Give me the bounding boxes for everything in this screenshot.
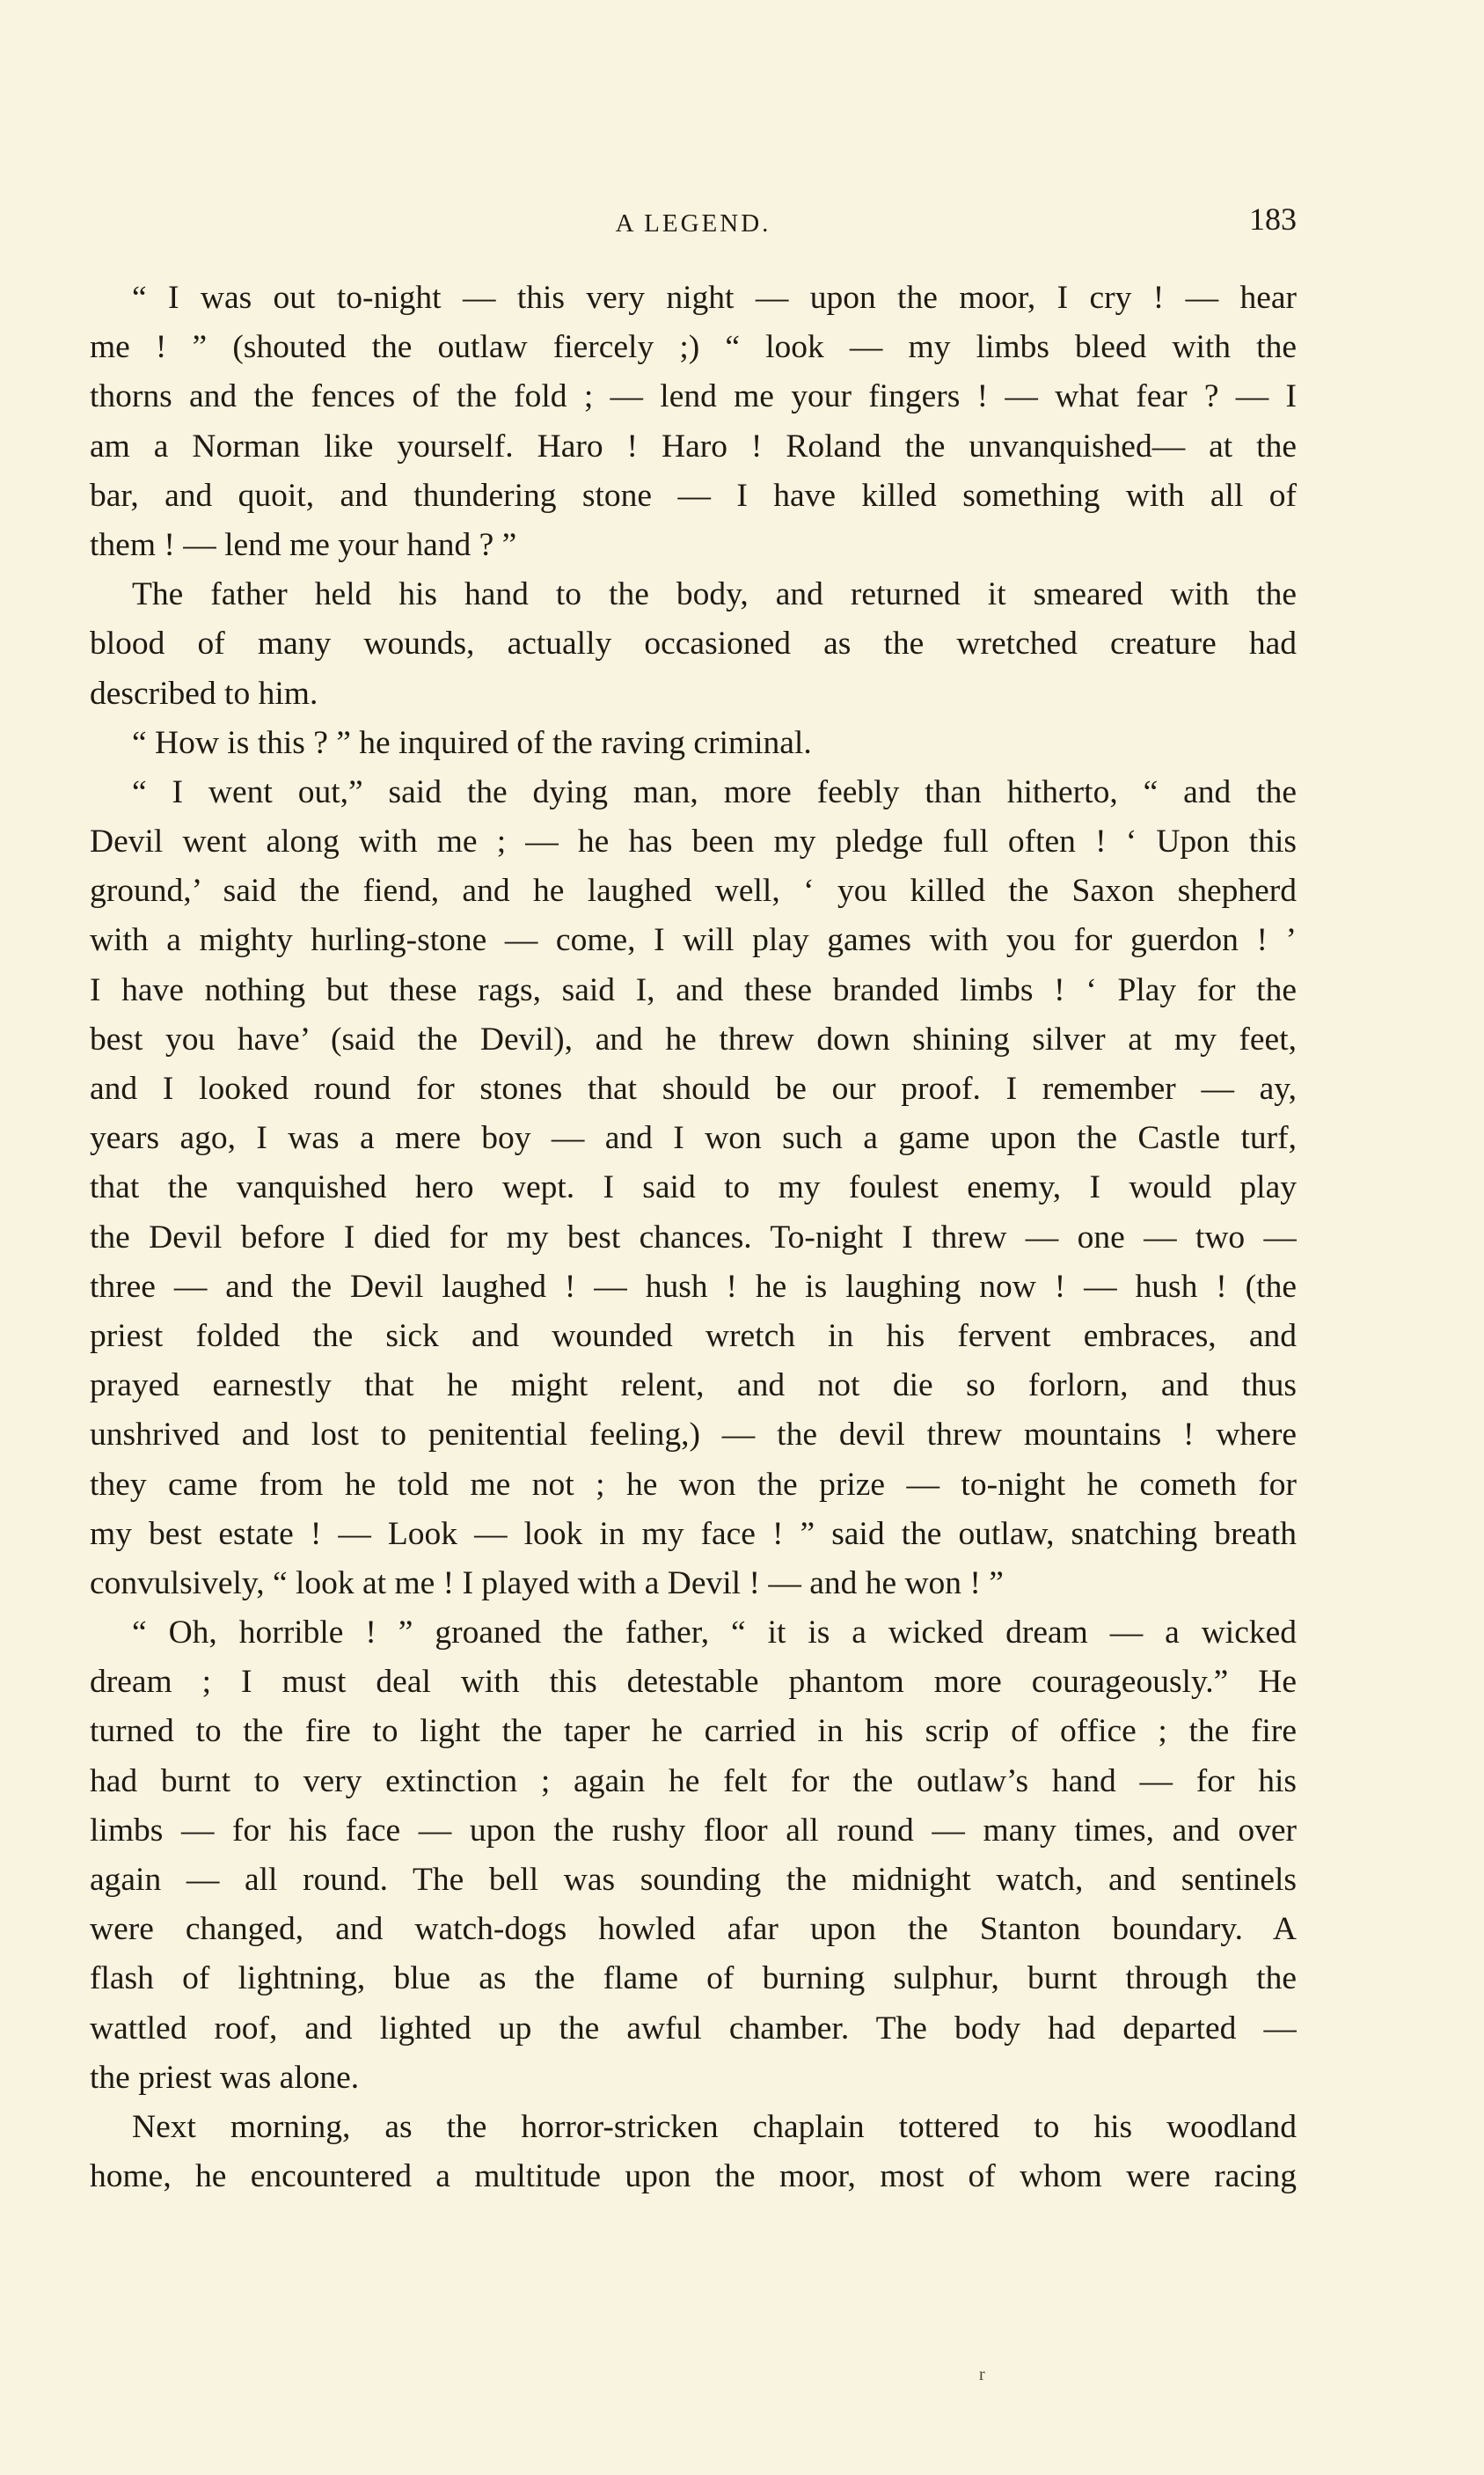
text-line: thorns and the fences of the fold ; — lend me your fingers ! — what fear ? — I [90, 378, 1297, 415]
text-line: convulsively, “ look at me ! I played with a Devil ! — and he won ! ” [90, 1564, 1004, 1601]
text-line: and I looked round for stones that should be our proof. I remember — ay, [90, 1071, 1297, 1107]
text-line: that the vanquished hero wept. I said to my foulest enemy, I would play [90, 1169, 1297, 1206]
text-line: had burnt to very extinction ; again he felt for the outlaw’s hand — for his [90, 1762, 1297, 1799]
text-line: limbs — for his face — upon the rushy floor all round — many times, and over [90, 1812, 1297, 1849]
text-line: again — all round. The bell was sounding the midnight watch, and sentinels [90, 1862, 1297, 1898]
text-line: them ! — lend me your hand ? ” [90, 526, 517, 563]
text-line: wattled roof, and lighted up the awful chamber. The body had departed — [90, 2010, 1297, 2047]
text-line: “ Oh, horrible ! ” groaned the father, “ it is a wicked dream — a wicked [132, 1615, 1297, 1651]
text-line: the priest was alone. [90, 2059, 360, 2096]
text-line: described to him. [90, 675, 318, 712]
text-line: with a mighty hurling-stone — come, I will play games with you for guerdon ! ’ [90, 922, 1297, 959]
text-line: me ! ” (shouted the outlaw fiercely ;) “ look — my limbs bleed with the [90, 329, 1297, 366]
text-line: “ I went out,” said the dying man, more feebly than hitherto, “ and the [132, 773, 1297, 810]
text-line: Devil went along with me ; — he has been my pledge full often ! ‘ Upon this [90, 824, 1297, 860]
text-line: three — and the Devil laughed ! — hush ! he is laughing now ! — hush ! (the [90, 1268, 1297, 1305]
text-line: unshrived and lost to penitential feeling,) — the devil threw mountains ! where [90, 1417, 1297, 1454]
text-line: home, he encountered a multitude upon the moor, most of whom were racing [90, 2158, 1297, 2195]
body-text [90, 274, 1297, 2201]
text-line: bar, and quoit, and thundering stone — I have killed something with all of [90, 477, 1297, 514]
text-line: Next morning, as the horror-stricken chaplain tottered to his woodland [132, 2108, 1297, 2145]
text-line: ground,’ said the fiend, and he laughed well, ‘ you killed the Saxon shepherd [90, 873, 1297, 910]
text-line: “ I was out to-night — this very night — upon the moor, I cry ! — hear [132, 280, 1297, 316]
text-line: turned to the fire to light the taper he carried in his scrip of office ; the fire [90, 1713, 1297, 1750]
text-line: the Devil before I died for my best chances. To-night I threw — one — two — [90, 1219, 1297, 1256]
text-line: years ago, I was a mere boy — and I won such a game upon the Castle turf, [90, 1120, 1297, 1157]
page-header [90, 201, 1297, 252]
text-line: prayed earnestly that he might relent, and not die so forlorn, and thus [90, 1367, 1297, 1404]
page-number: 183 [1249, 201, 1297, 237]
text-line: priest folded the sick and wounded wretch in his fervent embraces, and [90, 1317, 1297, 1354]
text-line: were changed, and watch-dogs howled afar upon the Stanton boundary. A [90, 1911, 1297, 1948]
text-line: I have nothing but these rags, said I, and these branded limbs ! ‘ Play for the [90, 971, 1297, 1008]
text-line: blood of many wounds, actually occasioned as the wretched creature had [90, 626, 1297, 663]
text-line: they came from he told me not ; he won the prize — to-night he cometh for [90, 1466, 1297, 1503]
printer-mark: r [979, 2365, 985, 2384]
text-line: “ How is this ? ” he inquired of the raving criminal. [132, 724, 812, 761]
text-line: The father held his hand to the body, and returned it smeared with the [132, 576, 1297, 613]
text-line: my best estate ! — Look — look in my face ! ” said the outlaw, snatching breath [90, 1515, 1297, 1552]
running-head: A LEGEND. [615, 209, 771, 238]
text-line: am a Norman like yourself. Haro ! Haro ! Roland the unvanquished— at the [90, 428, 1297, 465]
text-line: dream ; I must deal with this detestable phantom more courageously.” He [90, 1664, 1297, 1701]
text-line: best you have’ (said the Devil), and he threw down shining silver at my feet, [90, 1021, 1297, 1058]
text-line: flash of lightning, blue as the flame of burning sulphur, burnt through the [90, 1960, 1297, 1997]
